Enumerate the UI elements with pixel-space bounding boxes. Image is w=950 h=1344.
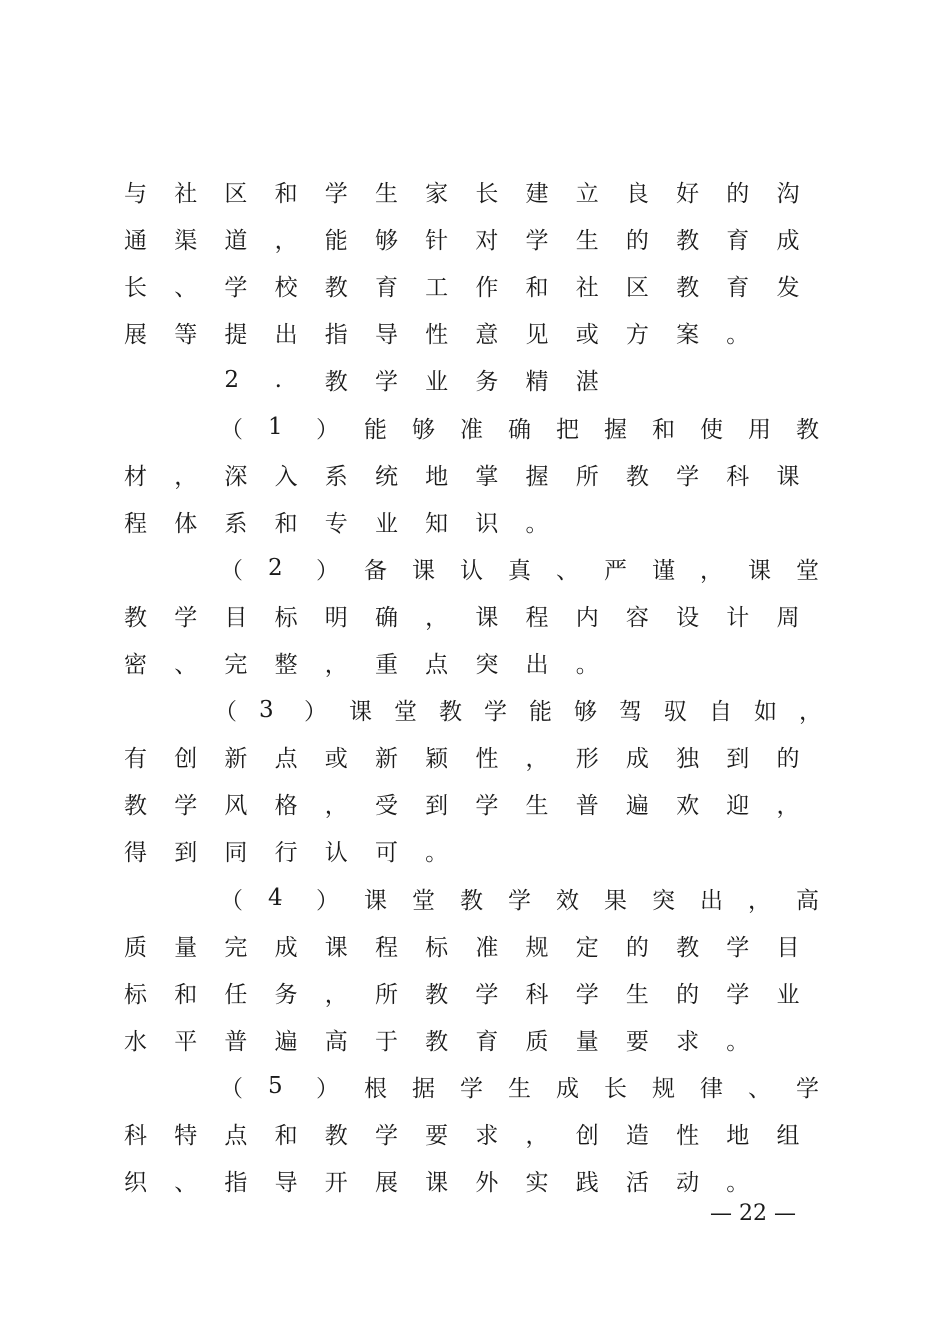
text-line: 长 、 学 校 教 育 工 作 和 社 区 教 育 发: [124, 275, 800, 302]
text-line: （ 1 ） 能 够 准 确 把 握 和 使 用 教: [220, 414, 819, 443]
text-line: 质 量 完 成 课 程 标 准 规 定 的 教 学 目: [124, 934, 800, 961]
text-line: （ 4 ） 课 堂 教 学 效 果 突 出 ， 高: [220, 885, 819, 914]
text-line: 科 特 点 和 教 学 要 求 ， 创 造 性 地 组: [124, 1123, 800, 1149]
text-line: 密 、 完 整 ， 重 点 突 出 。: [124, 652, 599, 678]
text-line: 材 ， 深 入 系 统 地 掌 握 所 教 学 科 课: [124, 463, 800, 490]
text-line: 程 体 系 和 专 业 知 识 。: [124, 510, 549, 537]
text-line: 水 平 普 遍 高 于 教 育 质 量 要 求 。: [124, 1028, 750, 1055]
text-line: 2 . 教 学 业 务 精 湛: [224, 366, 599, 396]
text-line: 得 到 同 行 认 可 。: [124, 840, 449, 867]
text-line: 标 和 任 务 ， 所 教 学 科 学 生 的 学 业: [124, 981, 800, 1008]
text-line: 与 社 区 和 学 生 家 长 建 立 良 好 的 沟: [124, 181, 800, 207]
text-line: 教 学 目 标 明 确 ， 课 程 内 容 设 计 周: [124, 604, 800, 631]
text-line: 展 等 提 出 指 导 性 意 见 或 方 案 。: [124, 322, 750, 349]
text-line: （ 3 ） 课 堂 教 学 能 够 驾 驭 自 如 ，: [214, 696, 822, 726]
text-line: 通 渠 道 ， 能 够 针 对 学 生 的 教 育 成: [124, 228, 800, 255]
page-number: — 22 —: [710, 1200, 796, 1226]
text-line: 有 创 新 点 或 新 颖 性 ， 形 成 独 到 的: [124, 746, 800, 773]
text-line: 教 学 风 格 ， 受 到 学 生 普 遍 欢 迎 ，: [124, 793, 800, 820]
text-line: （ 2 ） 备 课 认 真 、 严 谨 ， 课 堂: [220, 555, 819, 584]
text-line: 织 、 指 导 开 展 课 外 实 践 活 动 。: [124, 1170, 750, 1197]
text-line: （ 5 ） 根 据 学 生 成 长 规 律 、 学: [220, 1073, 819, 1102]
